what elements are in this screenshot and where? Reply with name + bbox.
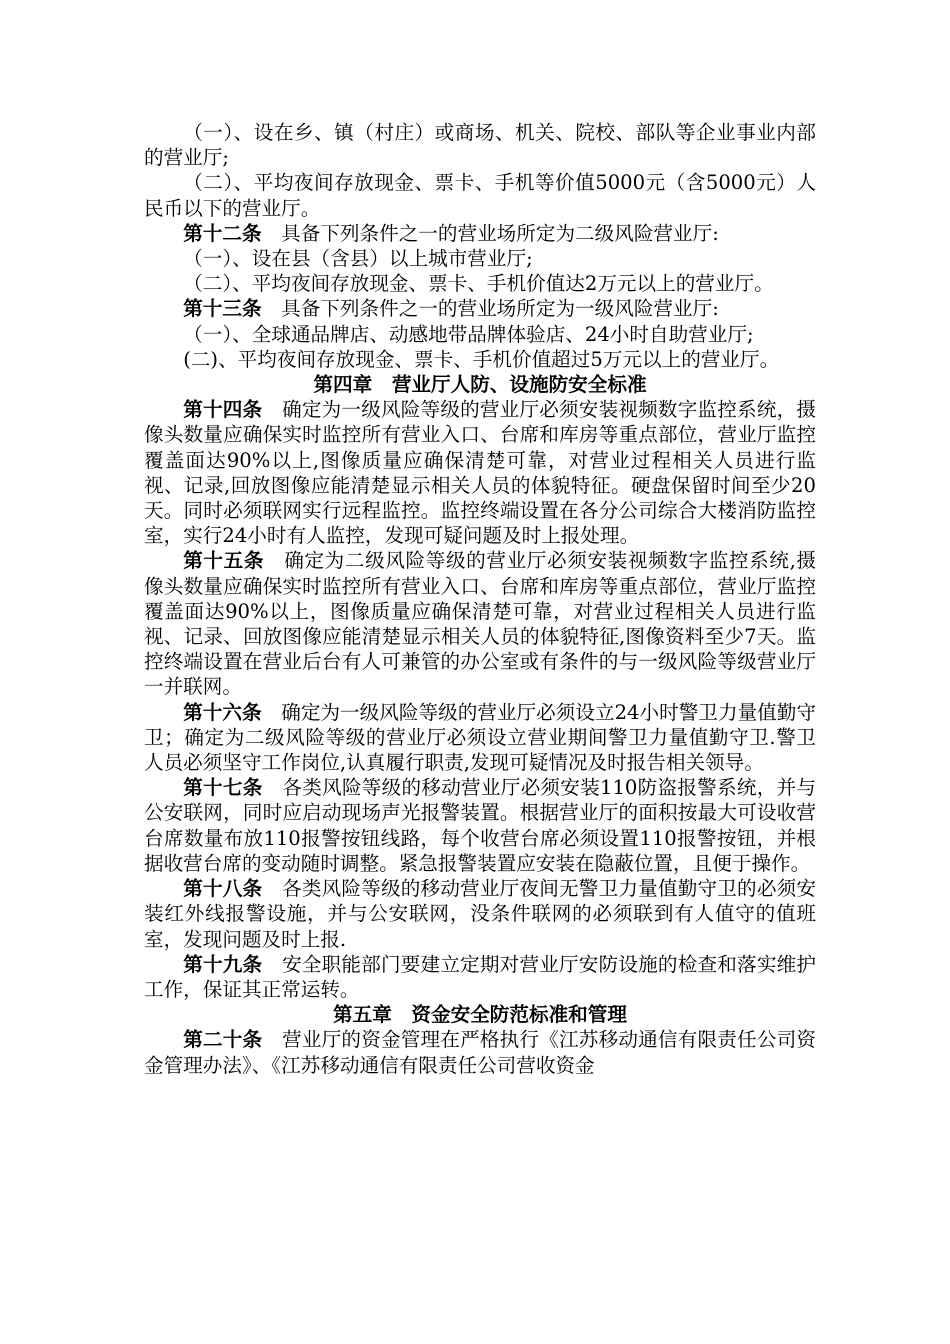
paragraph-text: 具备下列条件之一的营业场所定为一级风险营业厅: [261,297,719,321]
chapter-heading: 第五章 资金安全防范标准和管理 [333,1003,627,1027]
article-number: 第十二条 [183,221,262,245]
clause-paragraph [144,120,816,170]
chapter-heading: 第四章 营业厅人防、设施防安全标准 [313,373,647,397]
paragraph-text: 具备下列条件之一的营业场所定为二级风险营业厅: [261,221,719,245]
article-paragraph [144,775,816,876]
paragraph-text: （二）、平均夜间存放现金、票卡、手机等价值5000元（含5000元）人民币以下的营业厅。 [144,171,816,220]
article-paragraph [144,548,816,699]
paragraph-text: (二)、平均夜间存放现金、票卡、手机价值超过5万元以上的营业厅。 [183,347,780,371]
article-number: 第十四条 [183,398,263,422]
article-number: 第十八条 [183,877,263,901]
clause-paragraph [144,347,816,372]
paragraph-text: （一）、全球通品牌店、动感地带品牌体验店、24小时自助营业厅; [183,322,754,346]
article-paragraph [144,296,816,321]
paragraph-text: 各类风险等级的移动营业厅必须安装110防盗报警系统，并与公安联网，同时应启动现场声光报警装置。根据营业厅的面积按最大可设收营台席数量布放110报警按钮线路，每个收营台席必须设置110报警按钮，并根据收营台席的变动随时调整。紧急报警装置应安装在隐蔽位置，且便于操作。 [144,776,816,875]
paragraph-text: （一）、设在县（含县）以上城市营业厅; [183,247,533,271]
article-paragraph [144,952,816,1002]
article-number: 第十九条 [183,952,263,976]
paragraph-text: （一）、设在乡、镇（村庄）或商场、机关、院校、部队等企业事业内部的营业厅; [144,121,816,170]
paragraph-text: 营业厅的资金管理在严格执行《江苏移动通信有限责任公司资金管理办法》、《江苏移动通信有限责任公司营收资金 [144,1028,816,1077]
article-number: 第十六条 [183,700,262,724]
article-paragraph [144,397,816,548]
article-number: 第二十条 [183,1028,263,1052]
document-page [144,120,816,1078]
article-paragraph [144,700,816,776]
clause-paragraph [144,170,816,220]
article-number: 第十五条 [183,549,265,573]
paragraph-text: 确定为二级风险等级的营业厅必须安装视频数字监控系统,摄像头数量应确保实时监控所有营业入口、台席和库房等重点部位，营业厅监控覆盖面达90%以上，图像质量应确保清楚可靠，对营业过程相关人员进行监视、记录、回放图像应能清楚显示相关人员的体貌特征,图像资料至少7天。监控终端设置在营业后台有人可兼管的办公室或有条件的与一级风险等级营业厅一并联网。 [144,549,817,699]
clause-paragraph [144,246,816,271]
article-paragraph [144,221,816,246]
article-number: 第十三条 [183,297,262,321]
article-number: 第十七条 [183,776,263,800]
paragraph-text: 各类风险等级的移动营业厅夜间无警卫力量值勤守卫的必须安装红外线报警设施，并与公安联网，没条件联网的必须联到有人值守的值班室，发现问题及时上报. [144,877,816,951]
paragraph-text: 安全职能部门要建立定期对营业厅安防设施的检查和落实维护工作，保证其正常运转。 [144,952,816,1001]
clause-paragraph [144,322,816,347]
article-paragraph [144,876,816,952]
paragraph-text: （二）、平均夜间存放现金、票卡、手机价值达2万元以上的营业厅。 [183,272,774,296]
paragraph-text: 确定为一级风险等级的营业厅必须安装视频数字监控系统，摄像头数量应确保实时监控所有营业入口、台席和库房等重点部位，营业厅监控覆盖面达90%以上,图像质量应确保清楚可靠，对营业过程相关人员进行监视、记录,回放图像应能清楚显示相关人员的体貌特征。硬盘保留时间至少20天。同时必须联网实行远程监控。监控终端设置在各分公司综合大楼消防监控室，实行24小时有人监控，发现可疑问题及时上报处理。 [144,398,816,548]
article-paragraph [144,1027,816,1077]
paragraph-text: 确定为一级风险等级的营业厅必须设立24小时警卫力量值勤守卫；确定为二级风险等级的营业厅必须设立营业期间警卫力量值勤守卫.警卫人员必须坚守工作岗位,认真履行职责,发现可疑情况及时报告相关领导。 [144,700,816,775]
clause-paragraph [144,271,816,296]
